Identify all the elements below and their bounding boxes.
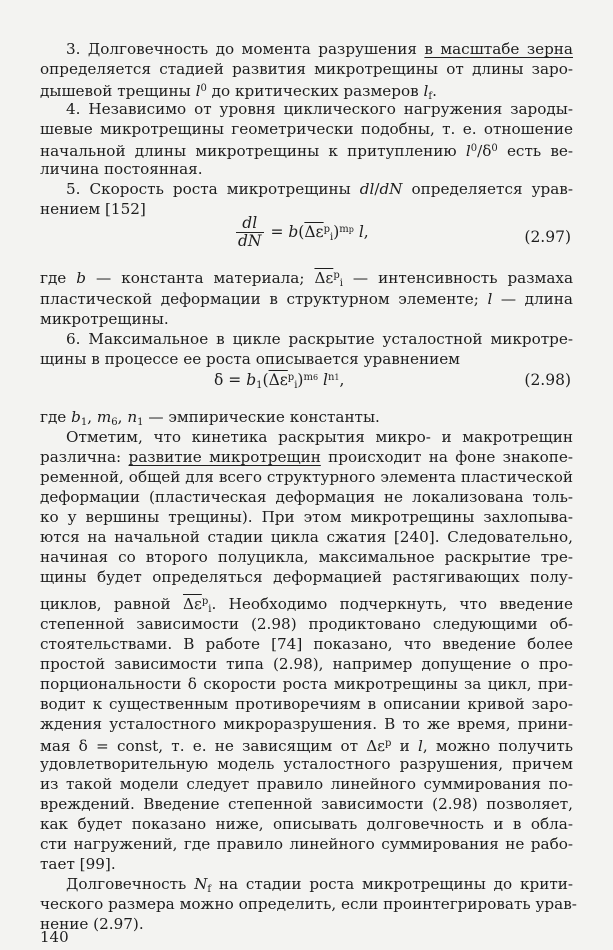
equation-number: (2.98) (524, 371, 571, 389)
text-line: водит к существенным противоречиям в описании кривой заро- (40, 695, 573, 713)
text-line: сти нагружений, где правило линейного суммирования не рабо- (40, 835, 573, 853)
text-line: начиная со второго полуцикла, максимальное раскрытие тре- (40, 548, 573, 566)
text-line: 5. Скорость роста микротрещины dl/dN определяется урав- (66, 180, 573, 198)
text-line: микротрещины. (40, 310, 169, 328)
text-line: где $b_1$, $m_6$, $n_1$ — эмпирические константы. (40, 408, 380, 428)
text-line: стоятельствами. В работе [74] показано, что введение более (40, 635, 573, 653)
text-line: 4. Независимо от уровня циклического нагружения зароды- (66, 100, 573, 118)
text-line: степенной зависимости (2.98) продиктовано следующими об- (40, 615, 573, 633)
text-line: личина постоянная. (40, 160, 203, 178)
text-line: циклов, равной $\overline{\Delta\varepsilon}^p_i$. Необходимо подчеркнуть, что введение (40, 595, 573, 615)
text-line: Отметим, что кинетика раскрытия микро- и макротрещин (66, 428, 573, 446)
text-line: пластической деформации в структурном элементе; l — длина (40, 290, 573, 308)
text-line: простой зависимости типа (2.98), например допущение о про- (40, 655, 573, 673)
equation-2-98: $\delta = b_1(\overline{\Delta\varepsilon}^p_i)^{m6}$ $l^{n1}$, (214, 371, 345, 391)
text-line: ременной, общей для всего структурного элемента пластической (40, 468, 573, 486)
text-line: ются на начальной стадии цикла сжатия [240]. Следовательно, (40, 528, 573, 546)
text-line: Долговечность $N_f$ на стадии роста микротрещины до крити- (66, 875, 573, 895)
equation-number: (2.97) (524, 228, 571, 246)
equation-2-97: $\frac{dl}{dN}$ = $b(\overline{\Delta\varepsilon}^p_i)^{mp}$ l, (238, 214, 369, 250)
text-line: как будет показано ниже, описывать долговечность и в обла- (40, 815, 573, 833)
text-line: дышевой трещины $l^0$ до критических размеров $l_f$. (40, 82, 437, 102)
text-line: щины будет определяться деформацией растягивающих полу- (40, 568, 573, 586)
text-line: шевые микротрещины геометрически подобны, т. е. отношение (40, 120, 573, 138)
text-line: 3. Долговечность до момента разрушения в масштабе зерна (66, 40, 573, 58)
page-number: 140 (40, 928, 69, 946)
text-line: нением [152] (40, 200, 146, 218)
text-line: ко у вершины трещины). При этом микротрещины захлопыва- (40, 508, 573, 526)
text-line: где b — константа материала; $\overline{\Delta\varepsilon}^p_i$ — интенсивность размаха (40, 269, 574, 289)
text-line: ческого размера можно определить, если проинтегрировать урав- (40, 895, 577, 913)
text-line: щины в процессе ее роста описывается уравнением (40, 350, 460, 368)
text-line: из такой модели следует правило линейного суммирования по- (40, 775, 573, 793)
text-line: вреждений. Введение степенной зависимости (2.98) позволяет, (40, 795, 573, 813)
text-line: мая δ = const, т. е. не зависящим от $\Delta\varepsilon^p$ и l, можно получить (40, 737, 573, 755)
text-line: нение (2.97). (40, 915, 144, 933)
text-line: 6. Максимальное в цикле раскрытие усталостной микротре- (66, 330, 573, 348)
text-line: тает [99]. (40, 855, 116, 873)
text-line: определяется стадией развития микротрещины от длины заро- (40, 60, 573, 78)
text-line: различна: развитие микротрещин происходит на фоне знакопе- (40, 448, 574, 466)
text-line: удовлетворительную модель усталостного разрушения, причем (40, 755, 573, 773)
text-line: ждения усталостного микроразрушения. В то же время, прини- (40, 715, 573, 733)
text-line: порциональности δ скорости роста микротрещины за цикл, при- (40, 675, 573, 693)
text-line: деформации (пластическая деформация не локализована толь- (40, 488, 573, 506)
text-line: начальной длины микротрещины к притуплению $l^0/\delta^0$ есть ве- (40, 142, 573, 160)
